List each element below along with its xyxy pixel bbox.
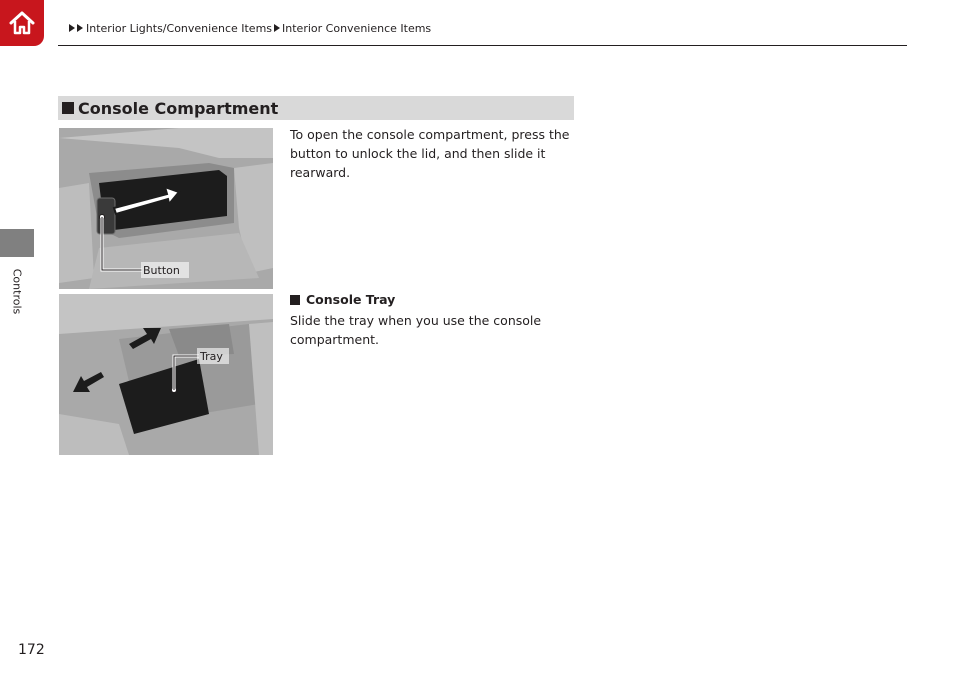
triangle-right-icon <box>77 24 83 32</box>
breadcrumb <box>69 20 431 36</box>
breadcrumb-item-convenience[interactable]: Interior Convenience Items <box>282 21 432 35</box>
breadcrumb-item-lights[interactable]: Interior Lights/Convenience Items <box>86 21 273 35</box>
console-tray-heading <box>290 292 395 307</box>
tray-callout: Tray <box>200 350 223 363</box>
console-tray-illustration <box>59 294 273 455</box>
section-label <box>10 266 24 316</box>
page-number: 172 <box>18 642 45 658</box>
square-bullet-icon <box>62 102 74 114</box>
console-open-instructions: To open the console compartment, press the button to unlock the lid, and then slide it rearward. <box>290 127 570 180</box>
section-title: Console Compartment <box>78 98 279 118</box>
square-bullet-icon <box>290 295 300 305</box>
triangle-right-icon <box>69 24 75 32</box>
section-label-text: Controls <box>10 268 24 314</box>
section-tab-controls[interactable] <box>0 229 34 257</box>
triangle-right-icon <box>274 24 280 32</box>
console-button-illustration <box>59 128 273 289</box>
section-header <box>58 96 574 120</box>
console-tray-title: Console Tray <box>306 292 396 307</box>
header-divider <box>58 45 907 46</box>
home-button[interactable] <box>0 0 44 46</box>
home-icon <box>7 8 37 38</box>
console-tray-instructions: Slide the tray when you use the console compartment. <box>290 313 542 347</box>
button-callout: Button <box>143 264 180 277</box>
